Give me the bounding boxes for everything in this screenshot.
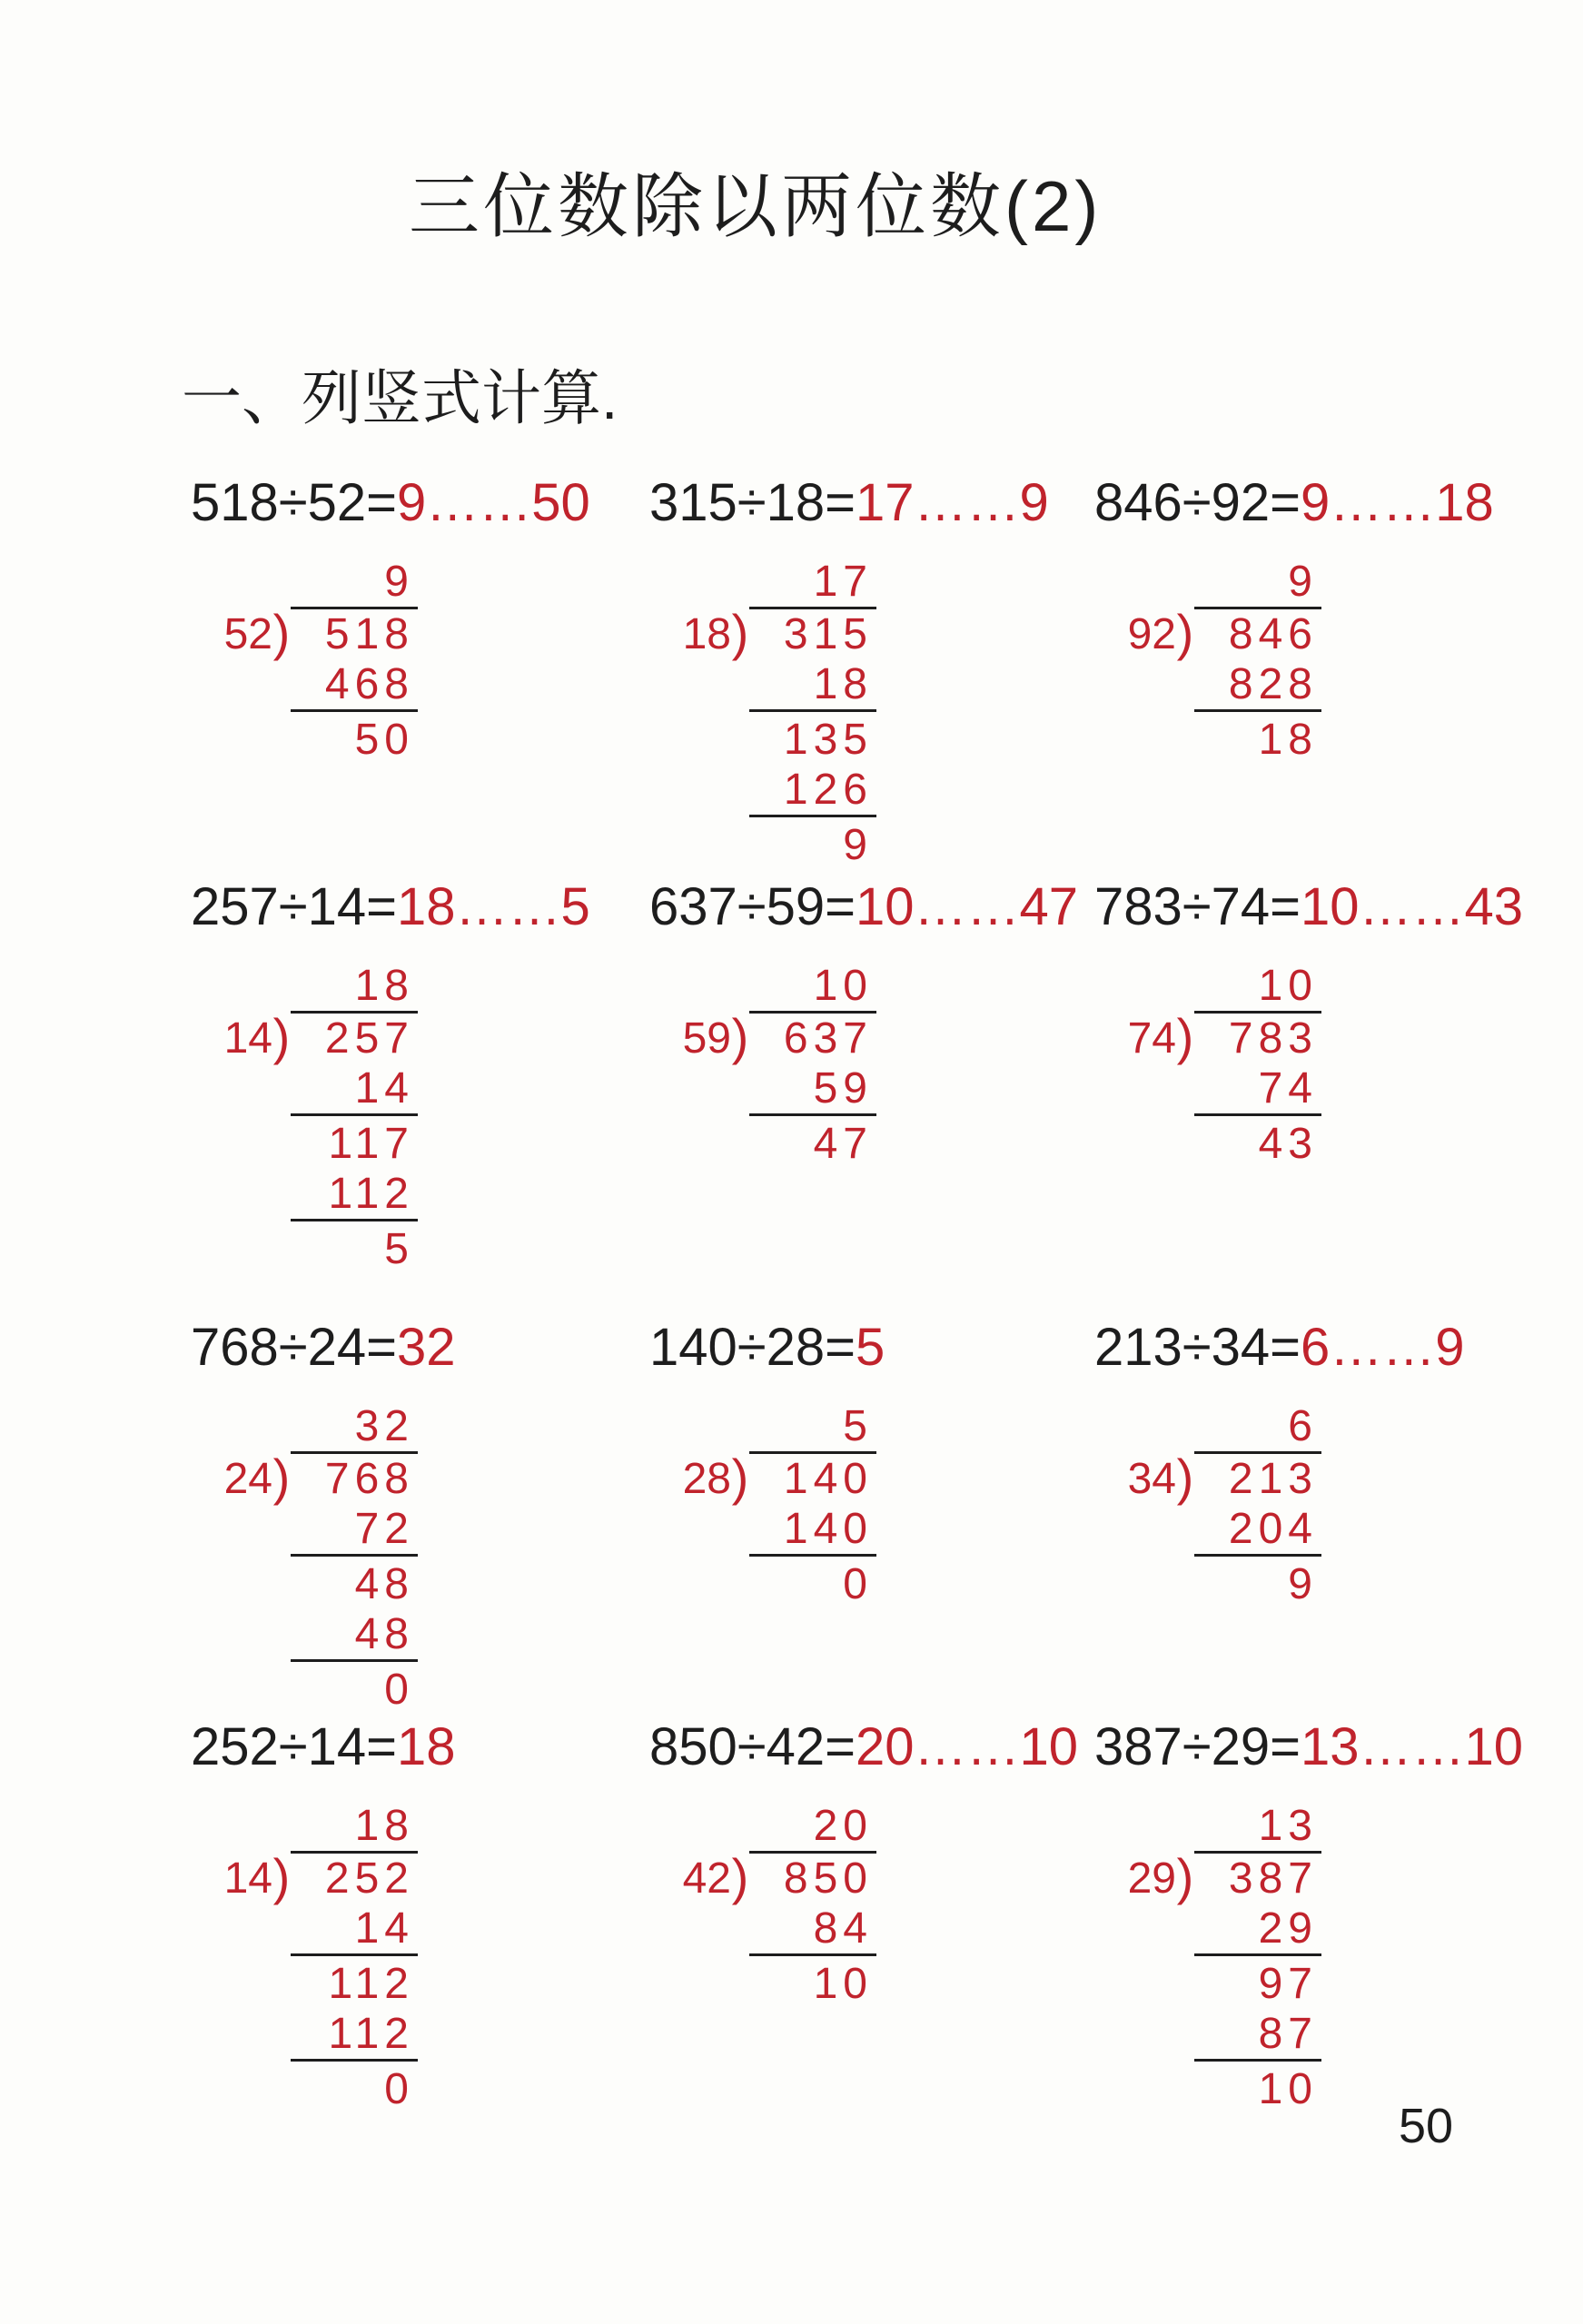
quotient-row bbox=[209, 1399, 590, 1451]
step-row bbox=[1113, 1557, 1494, 1609]
step-value: 5 bbox=[384, 1225, 414, 1273]
dividend: 518 bbox=[191, 473, 279, 532]
quotient-row bbox=[209, 958, 590, 1011]
step-row bbox=[668, 817, 1049, 870]
long-division bbox=[1113, 554, 1494, 765]
step-value: 9 bbox=[843, 821, 873, 869]
division-problem bbox=[649, 1317, 1049, 1609]
long-division bbox=[1113, 958, 1494, 1169]
step-value: 117 bbox=[328, 1120, 414, 1168]
step-value: 84 bbox=[749, 1904, 876, 1956]
long-division bbox=[209, 1798, 590, 2114]
dividend: 637 bbox=[749, 1011, 876, 1063]
step-row bbox=[668, 765, 1049, 817]
equation bbox=[649, 472, 1049, 545]
step-value: 10 bbox=[1258, 2065, 1318, 2113]
equals-sign: = bbox=[366, 877, 398, 936]
equals-sign: = bbox=[1270, 1318, 1301, 1377]
divisor: 18 bbox=[766, 473, 826, 532]
equation bbox=[649, 1317, 1049, 1389]
step-row bbox=[209, 1221, 590, 1274]
step-row bbox=[209, 2062, 590, 2114]
quotient-row bbox=[668, 958, 1049, 1011]
step-row bbox=[209, 1557, 590, 1609]
quotient-row bbox=[668, 554, 1049, 607]
step-value: 112 bbox=[291, 1169, 418, 1221]
dividend: 783 bbox=[1094, 877, 1182, 936]
bracket: ) bbox=[1176, 1848, 1194, 1905]
divisor: 74 bbox=[1127, 1014, 1176, 1063]
dividend-row bbox=[1113, 1008, 1494, 1065]
step-value: 126 bbox=[749, 765, 876, 817]
dividend-row bbox=[668, 1451, 1049, 1504]
dividend-row bbox=[668, 1848, 1049, 1905]
step-row bbox=[668, 1504, 1049, 1557]
dividend: 213 bbox=[1094, 1318, 1182, 1377]
quotient: 32 bbox=[354, 1402, 414, 1450]
step-value: 18 bbox=[749, 659, 876, 712]
step-row bbox=[1113, 1504, 1494, 1557]
division-problem bbox=[191, 1317, 590, 1715]
divide-sign: ÷ bbox=[737, 877, 767, 936]
step-row bbox=[209, 1662, 590, 1715]
remainder-answer: 18 bbox=[1435, 473, 1494, 532]
divisor: 28 bbox=[682, 1455, 731, 1503]
ellipsis: …… bbox=[426, 473, 532, 532]
divisor: 59 bbox=[766, 877, 826, 936]
step-value: 87 bbox=[1194, 2009, 1321, 2062]
step-value: 9 bbox=[1288, 1560, 1318, 1608]
step-value: 29 bbox=[1194, 1904, 1321, 1956]
step-value: 14 bbox=[291, 1063, 418, 1116]
bracket: ) bbox=[272, 1449, 291, 1506]
division-problem bbox=[191, 1716, 590, 2114]
step-row bbox=[1113, 2009, 1494, 2062]
ellipsis: …… bbox=[1330, 473, 1436, 532]
equation bbox=[191, 876, 590, 949]
bracket: ) bbox=[1176, 1449, 1194, 1506]
quotient: 10 bbox=[813, 962, 873, 1010]
quotient: 18 bbox=[354, 962, 414, 1010]
divisor: 24 bbox=[223, 1455, 272, 1503]
divisor: 29 bbox=[1127, 1854, 1176, 1903]
quotient-row bbox=[209, 554, 590, 607]
step-value: 50 bbox=[354, 716, 414, 764]
step-row bbox=[1113, 712, 1494, 765]
ellipsis: …… bbox=[914, 877, 1020, 936]
divisor: 14 bbox=[223, 1854, 272, 1903]
dividend: 315 bbox=[749, 607, 876, 659]
equals-sign: = bbox=[366, 1717, 398, 1776]
quotient-answer: 20 bbox=[856, 1717, 915, 1776]
ellipsis: …… bbox=[1359, 877, 1465, 936]
quotient-row bbox=[1113, 554, 1494, 607]
quotient-row bbox=[1113, 1798, 1494, 1851]
step-value: 468 bbox=[291, 659, 418, 712]
remainder-answer: 43 bbox=[1464, 877, 1524, 936]
quotient-answer: 17 bbox=[856, 473, 915, 532]
step-row bbox=[668, 659, 1049, 712]
remainder-answer: 9 bbox=[1019, 473, 1049, 532]
quotient-answer: 6 bbox=[1301, 1318, 1331, 1377]
equation bbox=[191, 1317, 590, 1389]
quotient-answer: 10 bbox=[856, 877, 915, 936]
dividend: 850 bbox=[749, 1851, 876, 1904]
quotient: 6 bbox=[1288, 1402, 1318, 1450]
step-row bbox=[1113, 1956, 1494, 2009]
divide-sign: ÷ bbox=[278, 1318, 308, 1377]
divide-sign: ÷ bbox=[737, 1318, 767, 1377]
ellipsis: …… bbox=[1330, 1318, 1436, 1377]
divisor: 42 bbox=[766, 1717, 826, 1776]
quotient: 20 bbox=[813, 1802, 873, 1850]
step-value: 0 bbox=[843, 1560, 873, 1608]
dividend: 387 bbox=[1194, 1851, 1321, 1904]
dividend: 252 bbox=[191, 1717, 279, 1776]
ellipsis: …… bbox=[914, 1717, 1020, 1776]
long-division bbox=[1113, 1798, 1494, 2114]
quotient-answer: 10 bbox=[1301, 877, 1360, 936]
division-problem bbox=[1094, 1317, 1494, 1609]
step-row bbox=[668, 712, 1049, 765]
step-value: 47 bbox=[813, 1120, 873, 1168]
bracket: ) bbox=[272, 1848, 291, 1905]
divisor: 42 bbox=[682, 1854, 731, 1903]
divisor: 14 bbox=[307, 877, 367, 936]
bracket: ) bbox=[272, 604, 291, 661]
divide-sign: ÷ bbox=[737, 1717, 767, 1776]
divide-sign: ÷ bbox=[1182, 473, 1212, 532]
step-row bbox=[209, 1116, 590, 1169]
quotient-answer: 9 bbox=[397, 473, 427, 532]
long-division bbox=[668, 1399, 1049, 1609]
quotient-row bbox=[668, 1399, 1049, 1451]
quotient-row bbox=[1113, 958, 1494, 1011]
long-division bbox=[209, 958, 590, 1274]
equation bbox=[1094, 472, 1494, 545]
dividend: 768 bbox=[191, 1318, 279, 1377]
divisor: 92 bbox=[1211, 473, 1271, 532]
divisor: 34 bbox=[1127, 1455, 1176, 1503]
step-row bbox=[1113, 659, 1494, 712]
equation bbox=[191, 472, 590, 545]
equals-sign: = bbox=[825, 1717, 856, 1776]
quotient-row bbox=[209, 1798, 590, 1851]
quotient-answer: 5 bbox=[856, 1318, 885, 1377]
dividend-row bbox=[209, 1848, 590, 1905]
ellipsis: …… bbox=[914, 473, 1020, 532]
dividend: 252 bbox=[291, 1851, 418, 1904]
equals-sign: = bbox=[1270, 1717, 1301, 1776]
step-value: 112 bbox=[291, 2009, 418, 2062]
equation bbox=[191, 1716, 590, 1789]
quotient-row bbox=[668, 1798, 1049, 1851]
quotient-answer: 32 bbox=[397, 1318, 456, 1377]
dividend: 257 bbox=[291, 1011, 418, 1063]
step-value: 97 bbox=[1258, 1960, 1318, 2008]
step-value: 43 bbox=[1258, 1120, 1318, 1168]
dividend: 518 bbox=[291, 607, 418, 659]
divide-sign: ÷ bbox=[1182, 877, 1212, 936]
quotient-answer: 18 bbox=[397, 877, 456, 936]
step-value: 112 bbox=[328, 1960, 414, 2008]
dividend: 850 bbox=[649, 1717, 737, 1776]
long-division bbox=[668, 1798, 1049, 2009]
division-problem bbox=[191, 472, 590, 765]
quotient: 17 bbox=[813, 558, 873, 606]
equation bbox=[1094, 1317, 1494, 1389]
page-number: 50 bbox=[1399, 2099, 1454, 2153]
divisor: 14 bbox=[307, 1717, 367, 1776]
dividend: 257 bbox=[191, 877, 279, 936]
remainder-answer: 50 bbox=[531, 473, 590, 532]
division-problem bbox=[1094, 876, 1524, 1169]
divisor: 92 bbox=[1127, 610, 1176, 658]
divide-sign: ÷ bbox=[278, 877, 308, 936]
step-value: 48 bbox=[354, 1560, 414, 1608]
equation bbox=[649, 1716, 1079, 1789]
dividend-row bbox=[209, 1008, 590, 1065]
divisor: 52 bbox=[223, 610, 272, 658]
equation bbox=[1094, 1716, 1524, 1789]
divide-sign: ÷ bbox=[737, 473, 767, 532]
equals-sign: = bbox=[825, 1318, 856, 1377]
dividend: 213 bbox=[1194, 1451, 1321, 1504]
step-value: 59 bbox=[749, 1063, 876, 1116]
long-division bbox=[668, 554, 1049, 870]
step-row bbox=[668, 1063, 1049, 1116]
step-value: 48 bbox=[291, 1609, 418, 1662]
step-value: 10 bbox=[813, 1960, 873, 2008]
step-value: 140 bbox=[749, 1504, 876, 1557]
divisor: 59 bbox=[682, 1014, 731, 1063]
remainder-answer: 10 bbox=[1019, 1717, 1079, 1776]
dividend-row bbox=[1113, 604, 1494, 661]
step-row bbox=[209, 2009, 590, 2062]
equals-sign: = bbox=[366, 473, 398, 532]
bracket: ) bbox=[731, 1449, 749, 1506]
step-row bbox=[668, 1116, 1049, 1169]
worksheet-title: 三位数除以两位数(2) bbox=[409, 166, 1103, 246]
step-value: 0 bbox=[384, 1666, 414, 1714]
dividend: 637 bbox=[649, 877, 737, 936]
section-heading: 一、列竖式计算. bbox=[182, 364, 618, 431]
dividend-row bbox=[209, 604, 590, 661]
divisor: 34 bbox=[1211, 1318, 1271, 1377]
step-row bbox=[209, 712, 590, 765]
remainder-answer: 10 bbox=[1464, 1717, 1524, 1776]
long-division bbox=[668, 958, 1049, 1169]
step-row bbox=[209, 659, 590, 712]
division-problem bbox=[1094, 472, 1494, 765]
dividend-row bbox=[1113, 1451, 1494, 1504]
equation bbox=[649, 876, 1079, 949]
remainder-answer: 9 bbox=[1435, 1318, 1465, 1377]
dividend-row bbox=[668, 604, 1049, 661]
bracket: ) bbox=[1176, 604, 1194, 661]
step-value: 18 bbox=[1258, 716, 1318, 764]
step-value: 72 bbox=[291, 1504, 418, 1557]
divisor: 74 bbox=[1211, 877, 1271, 936]
equation bbox=[1094, 876, 1524, 949]
ellipsis: …… bbox=[1359, 1717, 1465, 1776]
equals-sign: = bbox=[366, 1318, 398, 1377]
divisor: 24 bbox=[307, 1318, 367, 1377]
quotient-answer: 18 bbox=[397, 1717, 456, 1776]
divide-sign: ÷ bbox=[1182, 1318, 1212, 1377]
dividend: 783 bbox=[1194, 1011, 1321, 1063]
bracket: ) bbox=[272, 1008, 291, 1065]
dividend-row bbox=[668, 1008, 1049, 1065]
step-value: 135 bbox=[783, 716, 873, 764]
equals-sign: = bbox=[825, 473, 856, 532]
dividend: 140 bbox=[749, 1451, 876, 1504]
dividend: 387 bbox=[1094, 1717, 1182, 1776]
dividend: 846 bbox=[1194, 607, 1321, 659]
quotient: 13 bbox=[1258, 1802, 1318, 1850]
step-value: 74 bbox=[1194, 1063, 1321, 1116]
step-value: 828 bbox=[1194, 659, 1321, 712]
step-row bbox=[668, 1557, 1049, 1609]
dividend: 140 bbox=[649, 1318, 737, 1377]
division-problem bbox=[191, 876, 590, 1274]
bracket: ) bbox=[731, 604, 749, 661]
division-problem bbox=[649, 472, 1049, 870]
dividend: 768 bbox=[291, 1451, 418, 1504]
step-row bbox=[668, 1904, 1049, 1956]
long-division bbox=[209, 1399, 590, 1715]
step-row bbox=[209, 1169, 590, 1221]
dividend-row bbox=[209, 1451, 590, 1504]
divisor: 18 bbox=[682, 610, 731, 658]
long-division bbox=[209, 554, 590, 765]
quotient: 18 bbox=[354, 1802, 414, 1850]
quotient: 9 bbox=[384, 558, 414, 606]
step-row bbox=[209, 1609, 590, 1662]
step-row bbox=[1113, 1116, 1494, 1169]
step-row bbox=[209, 1956, 590, 2009]
bracket: ) bbox=[731, 1848, 749, 1905]
quotient: 10 bbox=[1258, 962, 1318, 1010]
division-problem bbox=[1094, 1716, 1524, 2114]
quotient-answer: 9 bbox=[1301, 473, 1331, 532]
dividend-row bbox=[1113, 1848, 1494, 1905]
remainder-answer: 47 bbox=[1019, 877, 1079, 936]
step-value: 14 bbox=[291, 1904, 418, 1956]
division-problem bbox=[649, 876, 1079, 1169]
quotient: 9 bbox=[1288, 558, 1318, 606]
divide-sign: ÷ bbox=[278, 1717, 308, 1776]
step-row bbox=[209, 1063, 590, 1116]
quotient-answer: 13 bbox=[1301, 1717, 1360, 1776]
dividend: 846 bbox=[1094, 473, 1182, 532]
step-row bbox=[209, 1504, 590, 1557]
step-row bbox=[668, 1956, 1049, 2009]
bracket: ) bbox=[731, 1008, 749, 1065]
remainder-answer: 5 bbox=[560, 877, 590, 936]
step-row bbox=[1113, 1904, 1494, 1956]
ellipsis: …… bbox=[455, 877, 561, 936]
equals-sign: = bbox=[1270, 473, 1301, 532]
divide-sign: ÷ bbox=[278, 473, 308, 532]
step-row bbox=[1113, 1063, 1494, 1116]
step-value: 204 bbox=[1194, 1504, 1321, 1557]
divide-sign: ÷ bbox=[1182, 1717, 1212, 1776]
dividend: 315 bbox=[649, 473, 737, 532]
step-value: 0 bbox=[384, 2065, 414, 2113]
step-row bbox=[209, 1904, 590, 1956]
bracket: ) bbox=[1176, 1008, 1194, 1065]
quotient-row bbox=[1113, 1399, 1494, 1451]
equals-sign: = bbox=[1270, 877, 1301, 936]
divisor: 29 bbox=[1211, 1717, 1271, 1776]
equals-sign: = bbox=[825, 877, 856, 936]
divisor: 52 bbox=[307, 473, 367, 532]
division-problem bbox=[649, 1716, 1079, 2009]
quotient: 5 bbox=[843, 1402, 873, 1450]
divisor: 28 bbox=[766, 1318, 826, 1377]
divisor: 14 bbox=[223, 1014, 272, 1063]
long-division bbox=[1113, 1399, 1494, 1609]
